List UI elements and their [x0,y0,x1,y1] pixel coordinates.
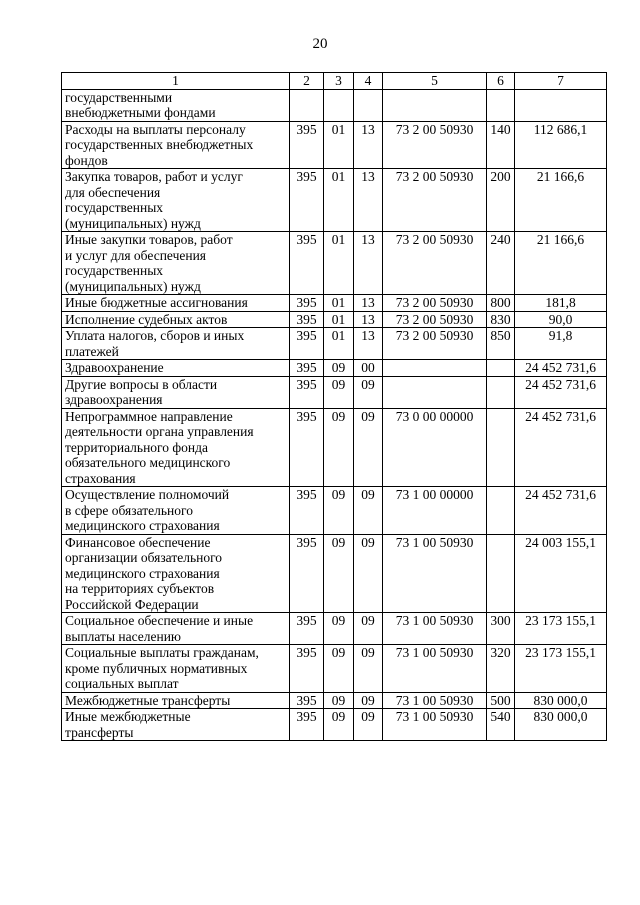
table-cell-col-4: 09 [354,487,383,535]
table-row [62,487,607,535]
column-header-4: 4 [354,73,383,90]
table-cell-col-1: Уплата налогов, сборов и иных платежей [62,328,290,360]
table-cell-col-2: 395 [290,360,324,377]
table-cell-col-2: 395 [290,709,324,741]
table-cell-col-6 [487,408,515,487]
table-cell-col-2: 395 [290,534,324,613]
table-cell-col-2: 395 [290,295,324,312]
table-row [62,613,607,645]
table-cell-col-7: 90,0 [515,311,607,328]
table-cell-col-5: 73 2 00 50930 [383,311,487,328]
table-cell-col-5: 73 1 00 50930 [383,645,487,693]
table-cell-col-3: 09 [324,645,354,693]
table-cell-col-1: Межбюджетные трансферты [62,692,290,709]
table-cell-col-6: 800 [487,295,515,312]
table-cell-col-7: 181,8 [515,295,607,312]
table-cell-col-2: 395 [290,645,324,693]
table-cell-col-5: 73 1 00 50930 [383,534,487,613]
table-row [62,232,607,295]
table-cell-col-4: 09 [354,645,383,693]
table-cell-col-6 [487,534,515,613]
table-cell-col-2: 395 [290,376,324,408]
table-cell-col-1: Осуществление полномочий в сфере обязательного медицинского страхования [62,487,290,535]
table-cell-col-1: Иные закупки товаров, работ и услуг для обеспечения государственных (муниципальных) нужд [62,232,290,295]
table-header [62,73,607,90]
table-cell-col-5: 73 1 00 50930 [383,692,487,709]
table-cell-col-3: 01 [324,121,354,169]
table-cell-col-7: 112 686,1 [515,121,607,169]
table-cell-col-2: 395 [290,613,324,645]
table-cell-col-7 [515,89,607,121]
table-cell-col-6: 240 [487,232,515,295]
table-cell-col-1: Социальные выплаты гражданам, кроме публичных нормативных социальных выплат [62,645,290,693]
table-row [62,89,607,121]
table-cell-col-2: 395 [290,169,324,232]
table-row [62,376,607,408]
table-cell-col-7: 23 173 155,1 [515,613,607,645]
table-cell-col-5: 73 1 00 00000 [383,487,487,535]
table-cell-col-3: 09 [324,487,354,535]
header-row [62,73,607,90]
table-cell-col-6 [487,89,515,121]
table-row [62,295,607,312]
table-cell-col-5 [383,360,487,377]
table-cell-col-2: 395 [290,232,324,295]
budget-table [61,72,607,741]
table-cell-col-7: 24 003 155,1 [515,534,607,613]
table-cell-col-1: Социальное обеспечение и иные выплаты населению [62,613,290,645]
table-cell-col-1: Непрограммное направление деятельности органа управления территориального фонда обязательного медицинского страхования [62,408,290,487]
table-cell-col-3: 09 [324,376,354,408]
table-cell-col-3: 09 [324,534,354,613]
table-cell-col-7: 21 166,6 [515,232,607,295]
table-cell-col-5: 73 1 00 50930 [383,709,487,741]
table-cell-col-7: 830 000,0 [515,692,607,709]
column-header-1: 1 [62,73,290,90]
table-cell-col-6: 850 [487,328,515,360]
page-number: 20 [312,36,328,52]
table-cell-col-3: 09 [324,709,354,741]
table-cell-col-6: 300 [487,613,515,645]
table-cell-col-4: 13 [354,295,383,312]
table-cell-col-7: 24 452 731,6 [515,487,607,535]
table-cell-col-2: 395 [290,311,324,328]
table-cell-col-7: 21 166,6 [515,169,607,232]
table-row [62,709,607,741]
table-row [62,692,607,709]
table-body [62,89,607,741]
table-cell-col-6: 540 [487,709,515,741]
table-cell-col-4: 13 [354,311,383,328]
table-cell-col-4 [354,89,383,121]
table-cell-col-5: 73 2 00 50930 [383,328,487,360]
table-cell-col-5 [383,89,487,121]
table-cell-col-6: 320 [487,645,515,693]
table-cell-col-4: 00 [354,360,383,377]
table-row [62,534,607,613]
table-cell-col-5: 73 2 00 50930 [383,121,487,169]
table-cell-col-1: Расходы на выплаты персоналу государственных внебюджетных фондов [62,121,290,169]
table-cell-col-3: 09 [324,408,354,487]
table-cell-col-4: 13 [354,169,383,232]
table-cell-col-6: 830 [487,311,515,328]
table-cell-col-2 [290,89,324,121]
table-cell-col-4: 09 [354,692,383,709]
table-cell-col-2: 395 [290,328,324,360]
table-cell-col-5: 73 2 00 50930 [383,232,487,295]
table-cell-col-7: 23 173 155,1 [515,645,607,693]
table-cell-col-4: 09 [354,534,383,613]
table-cell-col-3: 09 [324,692,354,709]
table-cell-col-1: Иные межбюджетные трансферты [62,709,290,741]
table-cell-col-4: 09 [354,613,383,645]
table-cell-col-3: 01 [324,328,354,360]
table-cell-col-1: Другие вопросы в области здравоохранения [62,376,290,408]
table-cell-col-5: 73 1 00 50930 [383,613,487,645]
table-cell-col-4: 09 [354,408,383,487]
table-cell-col-1: государственными внебюджетными фондами [62,89,290,121]
table-row [62,645,607,693]
table-cell-col-7: 24 452 731,6 [515,360,607,377]
table-cell-col-6: 200 [487,169,515,232]
table-cell-col-3: 01 [324,169,354,232]
table-cell-col-5 [383,376,487,408]
table-cell-col-3: 09 [324,360,354,377]
table-row [62,169,607,232]
table-row [62,328,607,360]
column-header-6: 6 [487,73,515,90]
table-cell-col-2: 395 [290,692,324,709]
table-cell-col-4: 09 [354,709,383,741]
table-cell-col-4: 13 [354,121,383,169]
table-cell-col-1: Здравоохранение [62,360,290,377]
table-cell-col-3: 01 [324,232,354,295]
table-cell-col-2: 395 [290,121,324,169]
table-cell-col-3: 09 [324,613,354,645]
table-cell-col-3: 01 [324,295,354,312]
table-cell-col-6 [487,376,515,408]
column-header-3: 3 [324,73,354,90]
column-header-2: 2 [290,73,324,90]
table-cell-col-7: 24 452 731,6 [515,408,607,487]
table-cell-col-6 [487,360,515,377]
table-cell-col-6: 500 [487,692,515,709]
table-cell-col-4: 13 [354,328,383,360]
table-cell-col-3 [324,89,354,121]
table-cell-col-2: 395 [290,408,324,487]
table-row [62,408,607,487]
table-cell-col-4: 13 [354,232,383,295]
column-header-7: 7 [515,73,607,90]
table-cell-col-6: 140 [487,121,515,169]
table-cell-col-2: 395 [290,487,324,535]
column-header-5: 5 [383,73,487,90]
table-cell-col-1: Финансовое обеспечение организации обязательного медицинского страхования на территориях субъектов Российской Федерации [62,534,290,613]
table-row [62,121,607,169]
table-cell-col-5: 73 0 00 00000 [383,408,487,487]
table-cell-col-5: 73 2 00 50930 [383,295,487,312]
table-cell-col-1: Иные бюджетные ассигнования [62,295,290,312]
table-cell-col-7: 91,8 [515,328,607,360]
table-cell-col-4: 09 [354,376,383,408]
table-cell-col-1: Закупка товаров, работ и услуг для обеспечения государственных (муниципальных) нужд [62,169,290,232]
table-row [62,311,607,328]
table-cell-col-7: 24 452 731,6 [515,376,607,408]
table-row [62,360,607,377]
table-cell-col-3: 01 [324,311,354,328]
table-cell-col-6 [487,487,515,535]
table-cell-col-7: 830 000,0 [515,709,607,741]
table-cell-col-5: 73 2 00 50930 [383,169,487,232]
table-cell-col-1: Исполнение судебных актов [62,311,290,328]
